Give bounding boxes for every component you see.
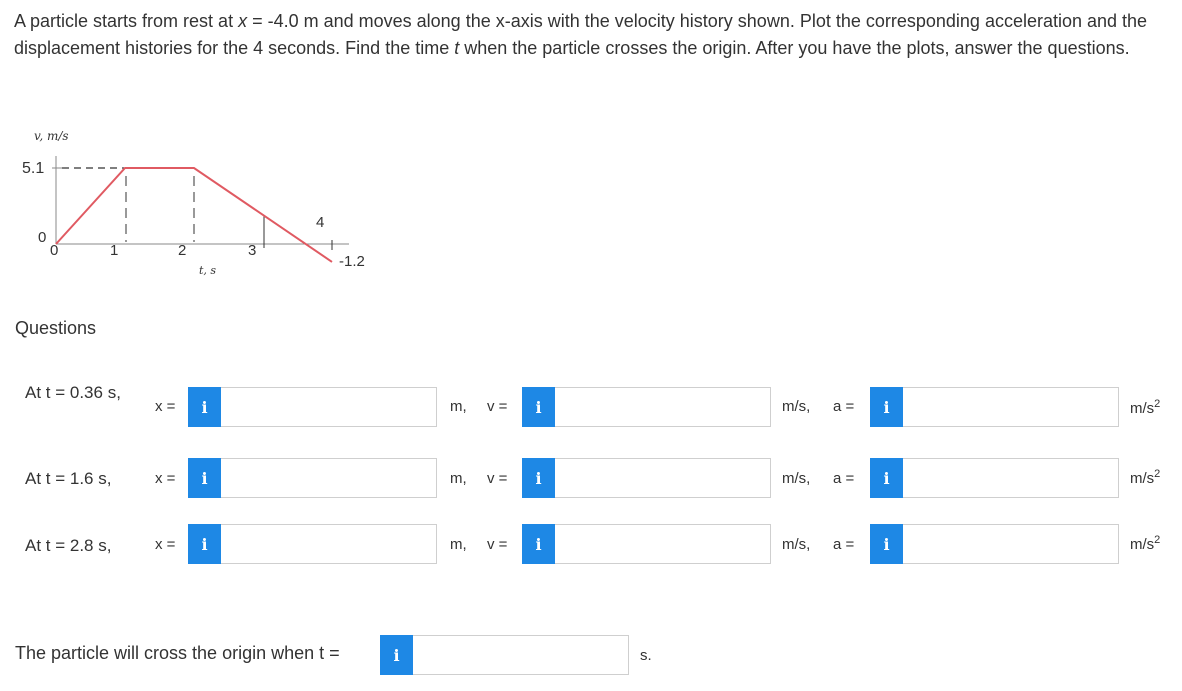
row1-a-unit: $m/s^2$ [1130, 398, 1161, 417]
row1-x-unit: m, [450, 398, 467, 415]
problem-text-1: A particle starts from rest at [14, 11, 239, 31]
row2-x-unit: m, [450, 470, 467, 487]
row3-x-label: x = [155, 536, 176, 553]
info-icon[interactable]: i [188, 458, 221, 498]
problem-statement [14, 8, 1179, 62]
problem-var-x: x [238, 11, 248, 31]
problem-text-2: = -4.0 m and moves along the x-axis with the velocity history shown. Plot the corresponding acceleration and the displacement histories for the 4 seconds. Find the time [14, 11, 1148, 58]
final-question-label: The particle will cross the origin when t = [15, 643, 340, 663]
row1-v-input[interactable] [555, 387, 771, 427]
row2-v-label: v = [487, 470, 508, 487]
row2-x-label: x = [155, 470, 176, 487]
row2-a-label: a = [833, 470, 855, 487]
row2-label: At t = 1.6 s, [25, 469, 112, 488]
problem-var-t: t [454, 38, 460, 58]
info-icon[interactable]: i [380, 635, 413, 675]
row3-x-unit: m, [450, 536, 467, 553]
x-tick-1: 1 [110, 242, 119, 259]
y-axis-label: v, m/s [34, 129, 69, 143]
final-unit: s. [640, 647, 652, 664]
info-icon[interactable]: i [188, 524, 221, 564]
row1-label: At t = 0.36 s, [25, 383, 121, 402]
row2-v-input[interactable] [555, 458, 771, 498]
row3-a-label: a = [833, 536, 855, 553]
info-icon[interactable]: i [522, 387, 555, 427]
row3-v-input[interactable] [555, 524, 771, 564]
x-axis-label: t, s [199, 264, 217, 277]
row3-label: At t = 2.8 s, [25, 536, 112, 555]
row3-a-input[interactable] [903, 524, 1119, 564]
info-icon[interactable]: i [870, 458, 903, 498]
row2-v-unit: m/s, [782, 470, 811, 487]
row2-a-unit: $m/s^2$ [1130, 468, 1161, 487]
row2-x-input[interactable] [221, 458, 437, 498]
velocity-graph [14, 118, 399, 288]
row1-a-label: a = [833, 398, 855, 415]
row2-a-input[interactable] [903, 458, 1119, 498]
row1-x-label: x = [155, 398, 176, 415]
y-tick-top: 5.1 [22, 160, 45, 177]
row3-x-input[interactable] [221, 524, 437, 564]
x-tick-4: 4 [316, 214, 325, 231]
row1-v-label: v = [487, 398, 508, 415]
neg-value-label: -1.2 [339, 253, 365, 270]
info-icon[interactable]: i [188, 387, 221, 427]
info-icon[interactable]: i [870, 387, 903, 427]
x-tick-2: 2 [178, 242, 187, 259]
crossing-time-input[interactable] [413, 635, 629, 675]
row1-v-unit: m/s, [782, 398, 811, 415]
x-tick-0: 0 [50, 242, 59, 259]
info-icon[interactable]: i [522, 458, 555, 498]
problem-text-3: when the particle crosses the origin. After you have the plots, answer the questions. [459, 38, 1130, 58]
info-icon[interactable]: i [870, 524, 903, 564]
info-icon[interactable]: i [522, 524, 555, 564]
questions-title: Questions [15, 318, 97, 338]
row1-x-input[interactable] [221, 387, 437, 427]
row1-a-input[interactable] [903, 387, 1119, 427]
row3-v-unit: m/s, [782, 536, 811, 553]
y-tick-zero: 0 [38, 229, 47, 246]
row3-a-unit: $m/s^2$ [1130, 534, 1161, 553]
x-tick-3: 3 [248, 242, 257, 259]
row3-v-label: v = [487, 536, 508, 553]
